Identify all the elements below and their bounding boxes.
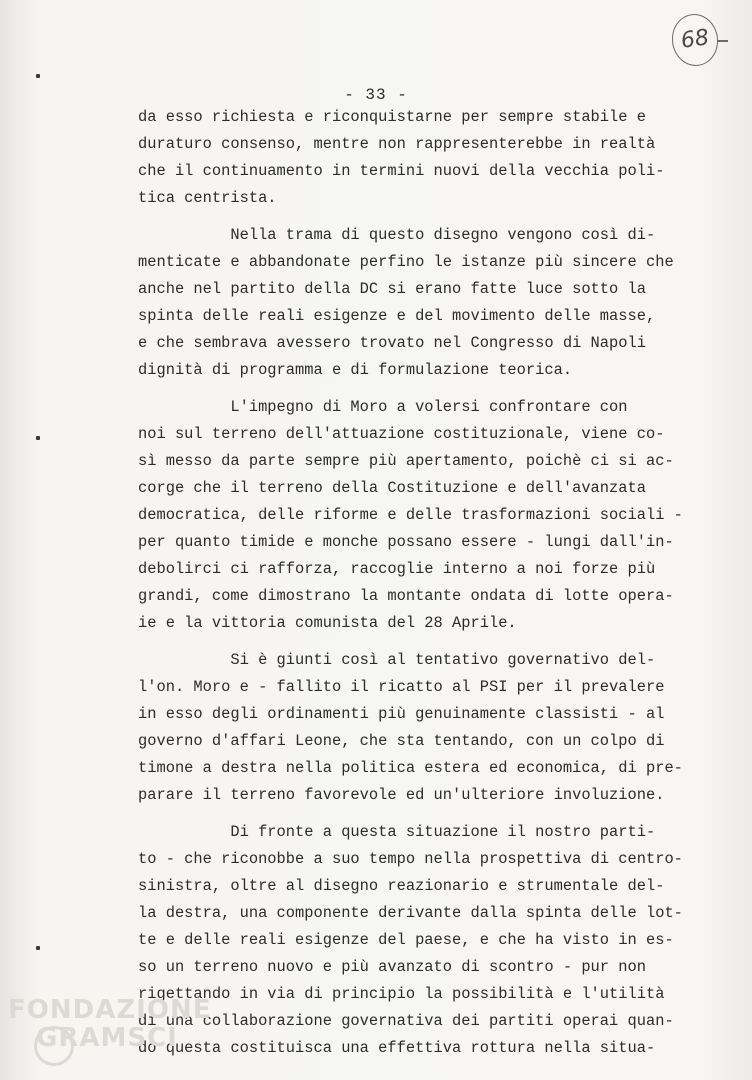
text-line: noi sul terreno dell'attuazione costituzionale, viene co- — [138, 425, 665, 443]
text-line: anche nel partito della DC si erano fatte luce sotto la — [138, 280, 646, 298]
watermark-logo-icon — [34, 1026, 74, 1066]
text-line: grandi, come dimostrano la montante ondata di lotte opera- — [138, 587, 674, 605]
text-line: governo d'affari Leone, che sta tentando, con un colpo di — [138, 732, 665, 750]
text-line: sinistra, oltre al disegno reazionario e strumentale del- — [138, 877, 665, 895]
text-line: so un terreno nuovo e più avanzato di scontro - pur non — [138, 958, 646, 976]
margin-mark — [36, 74, 40, 78]
watermark-line-1: FONDAZIONE — [8, 995, 212, 1025]
text-line: Nella trama di questo disegno vengono così di- — [138, 226, 656, 244]
text-line: spinta delle reali esigenze e del movimento delle masse, — [138, 307, 656, 325]
text-line: Si è giunti così al tentativo governativo del- — [138, 651, 656, 669]
text-line: ie e la vittoria comunista del 28 Aprile. — [138, 614, 517, 632]
text-line: corge che il terreno della Costituzione e dell'avanzata — [138, 479, 646, 497]
document-body — [138, 104, 683, 1062]
archive-number-stamp: 68 — [669, 11, 722, 69]
paragraph — [138, 647, 683, 809]
text-line: timone a destra nella politica estera ed economica, di pre- — [138, 759, 683, 777]
paragraph — [138, 104, 665, 212]
text-line: te e delle reali esigenze del paese, e che ha visto in es- — [138, 931, 674, 949]
text-line: di una collaborazione governativa dei partiti operai quan- — [138, 1012, 674, 1030]
paragraph — [138, 819, 683, 1062]
paragraph-gap — [138, 809, 658, 819]
archive-number-dash — [718, 40, 728, 42]
text-line: duraturo consenso, mentre non rappresenterebbe in realtà — [138, 135, 656, 153]
text-line: e che sembrava avessero trovato nel Congresso di Napoli — [138, 334, 646, 352]
paragraph-gap — [138, 637, 658, 647]
paragraph-gap — [138, 212, 658, 222]
paragraph — [138, 222, 674, 384]
paragraph — [138, 394, 683, 637]
margin-mark — [36, 436, 40, 440]
text-line: do questa costituisca una effettiva rottura nella situa- — [138, 1039, 656, 1057]
text-line: Di fronte a questa situazione il nostro parti- — [138, 823, 656, 841]
text-line: to - che riconobbe a suo tempo nella prospettiva di centro- — [138, 850, 683, 868]
text-line: menticate e abbandonate perfino le istanze più sincere che — [138, 253, 674, 271]
text-line: tica centrista. — [138, 189, 277, 207]
text-line: dignità di programma e di formulazione teorica. — [138, 361, 573, 379]
text-line: la destra, una componente derivante dalla spinta delle lot- — [138, 904, 683, 922]
text-line: l'on. Moro e - fallito il ricatto al PSI per il prevalere — [138, 678, 665, 696]
paragraph-gap — [138, 384, 658, 394]
text-line: che il continuamento in termini nuovi della vecchia poli- — [138, 162, 665, 180]
watermark-line-2: GRAMSCI — [36, 1023, 178, 1053]
margin-mark — [36, 946, 40, 950]
text-line: da esso richiesta e riconquistarne per sempre stabile e — [138, 108, 646, 126]
page-number: - 33 - — [344, 86, 408, 104]
text-line: L'impegno di Moro a volersi confrontare con — [138, 398, 628, 416]
text-line: per quanto timide e monche possano essere - lungi dall'in- — [138, 533, 674, 551]
text-line: debolirci ci rafforza, raccoglie interno a noi forze più — [138, 560, 656, 578]
text-line: sì messo da parte sempre più apertamento, poichè ci si ac- — [138, 452, 674, 470]
text-line: parare il terreno favorevole ed un'ulteriore involuzione. — [138, 786, 665, 804]
text-line: in esso degli ordinamenti più genuinamente classisti - al — [138, 705, 665, 723]
text-line: democratica, delle riforme e delle trasformazioni sociali - — [138, 506, 683, 524]
text-line: rigettando in via di principio la possibilità e l'utilità — [138, 985, 665, 1003]
